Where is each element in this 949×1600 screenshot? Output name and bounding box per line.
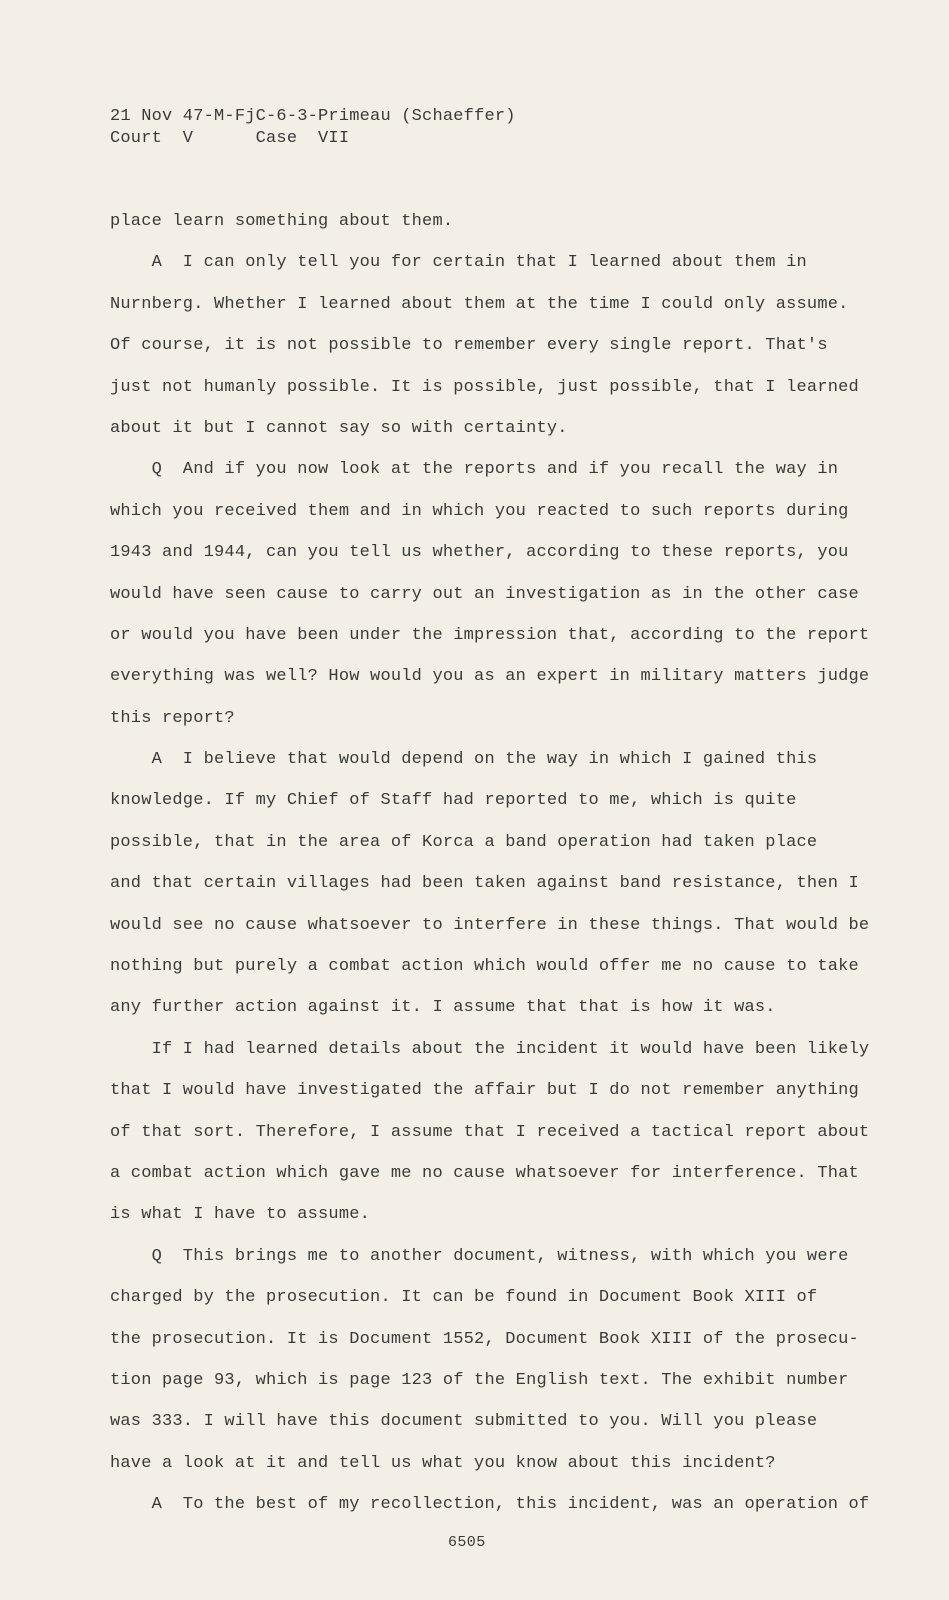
body-line-23: of that sort. Therefore, I assume that I received a tactical report about bbox=[110, 1122, 870, 1142]
body-line-27: charged by the prosecution. It can be found in Document Book XIII of bbox=[110, 1288, 818, 1308]
body-line-16: possible, that in the area of Korca a band operation had taken place bbox=[110, 832, 818, 852]
body-line-31: have a look at it and tell us what you know about this incident? bbox=[110, 1453, 776, 1473]
body-line-4: Of course, it is not possible to remember every single report. That's bbox=[110, 336, 828, 356]
body-line-13: this report? bbox=[110, 708, 235, 728]
body-line-30: was 333. I will have this document submitted to you. Will you please bbox=[110, 1412, 818, 1432]
body-line-32: A To the best of my recollection, this incident, was an operation of bbox=[110, 1495, 870, 1515]
body-line-2: A I can only tell you for certain that I learned about them in bbox=[110, 253, 807, 273]
body-line-21: If I had learned details about the incident it would have been likely bbox=[110, 1039, 870, 1059]
page-number: 6505 bbox=[448, 1534, 486, 1551]
body-line-11: or would you have been under the impression that, according to the report bbox=[110, 625, 870, 645]
body-line-24: a combat action which gave me no cause whatsoever for interference. That bbox=[110, 1163, 859, 1183]
body-line-7: Q And if you now look at the reports and if you recall the way in bbox=[110, 460, 839, 480]
header-line-1: 21 Nov 47-M-FjC-6-3-Primeau (Schaeffer) bbox=[110, 107, 516, 126]
body-line-5: just not humanly possible. It is possible, just possible, that I learned bbox=[110, 377, 859, 397]
body-line-8: which you received them and in which you reacted to such reports during bbox=[110, 501, 849, 521]
body-line-3: Nurnberg. Whether I learned about them at the time I could only assume. bbox=[110, 294, 849, 314]
document-header bbox=[110, 106, 516, 150]
body-line-14: A I believe that would depend on the way in which I gained this bbox=[110, 750, 818, 770]
body-line-26: Q This brings me to another document, witness, with which you were bbox=[110, 1246, 849, 1266]
body-line-29: tion page 93, which is page 123 of the English text. The exhibit number bbox=[110, 1370, 849, 1390]
body-line-6: about it but I cannot say so with certainty. bbox=[110, 418, 568, 438]
body-line-22: that I would have investigated the affair but I do not remember anything bbox=[110, 1081, 859, 1101]
transcript-body bbox=[110, 212, 880, 1537]
body-line-15: knowledge. If my Chief of Staff had reported to me, which is quite bbox=[110, 791, 797, 811]
body-line-10: would have seen cause to carry out an investigation as in the other case bbox=[110, 584, 859, 604]
body-line-9: 1943 and 1944, can you tell us whether, according to these reports, you bbox=[110, 543, 849, 563]
body-line-20: any further action against it. I assume that that is how it was. bbox=[110, 998, 776, 1018]
body-line-19: nothing but purely a combat action which would offer me no cause to take bbox=[110, 957, 859, 977]
body-line-12: everything was well? How would you as an expert in military matters judge bbox=[110, 667, 870, 687]
body-line-1: place learn something about them. bbox=[110, 212, 454, 231]
body-line-17: and that certain villages had been taken against band resistance, then I bbox=[110, 874, 859, 894]
body-line-28: the prosecution. It is Document 1552, Document Book XIII of the prosecu- bbox=[110, 1329, 859, 1349]
body-line-18: would see no cause whatsoever to interfere in these things. That would be bbox=[110, 915, 870, 935]
header-line-2: Court V Case VII bbox=[110, 129, 350, 148]
body-line-25: is what I have to assume. bbox=[110, 1205, 371, 1225]
